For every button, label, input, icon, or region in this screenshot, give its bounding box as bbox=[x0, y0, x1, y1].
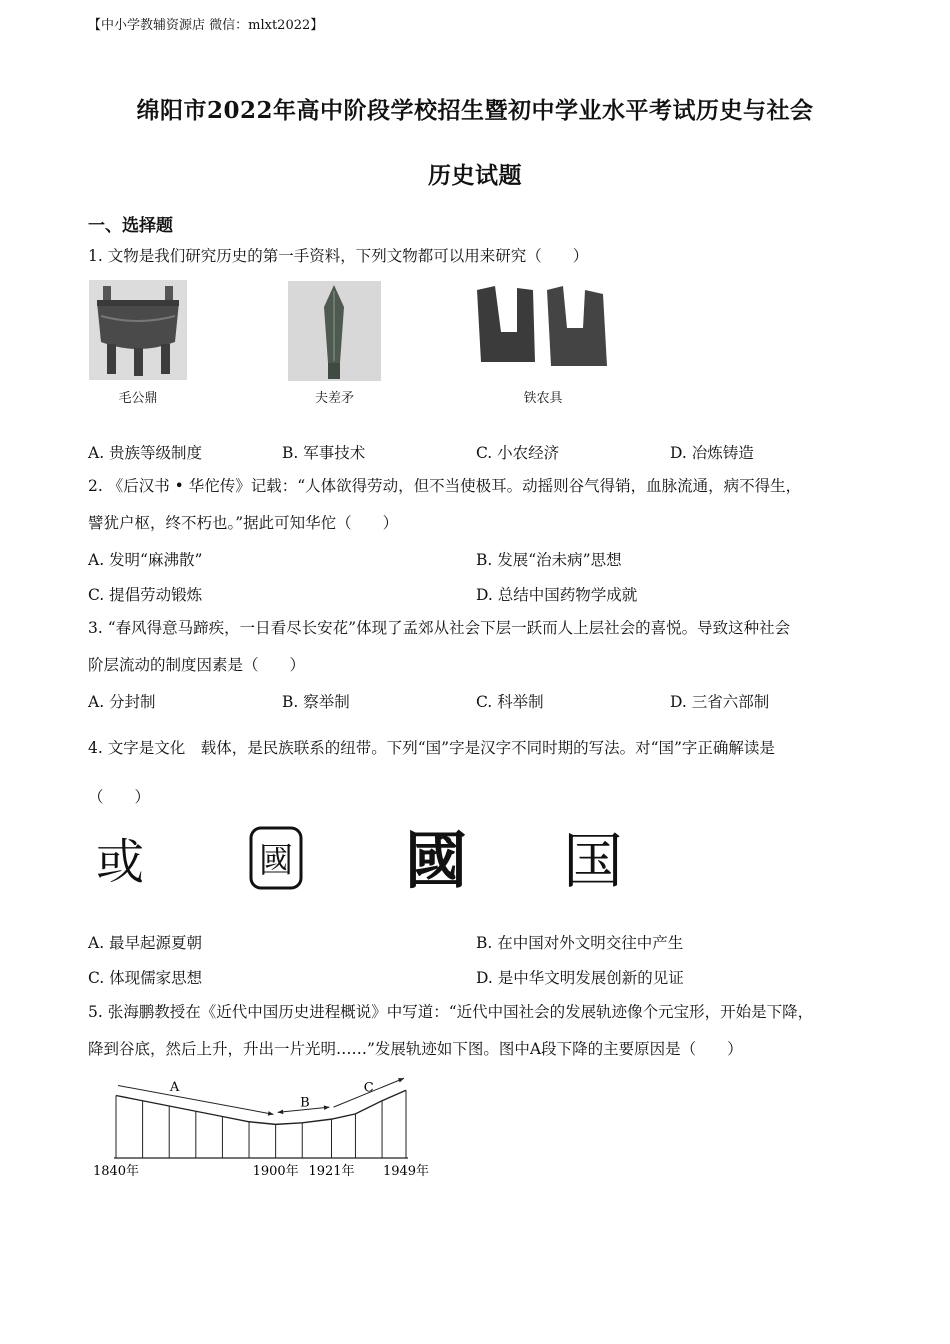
guo-glyph-seal-text: 國 bbox=[259, 841, 293, 881]
guo-glyph-traditional-text: 國 bbox=[404, 824, 468, 892]
header-note: 【中小学教辅资源店 微信：mlxt2022】 bbox=[88, 18, 324, 33]
guo-glyph-simplified-text: 国 bbox=[563, 827, 623, 892]
q4-option-b[interactable]: B. 在中国对外文明交往中产生 bbox=[476, 934, 684, 952]
spear-image bbox=[288, 281, 381, 381]
q1-option-a[interactable]: A. 贵族等级制度 bbox=[88, 444, 203, 462]
q3-option-c[interactable]: C. 科举制 bbox=[476, 693, 544, 711]
segment-arrowhead bbox=[398, 1078, 404, 1082]
question-3-stem-line1: 3. “春风得意马蹄疾，一日看尽长安花”体现了孟郊从社会下层一跃而人上层社会的喜悦。导致这种社会 bbox=[88, 619, 791, 637]
q3-option-b[interactable]: B. 察举制 bbox=[282, 693, 350, 711]
segment-arrowhead bbox=[268, 1111, 274, 1116]
question-4-stem-line1: 4. 文字是文化 载体，是民族联系的纽带。下列“国”字是汉字不同时期的写法。对“国”字正确解读是 bbox=[88, 739, 775, 757]
section-title: 一、选择题 bbox=[88, 216, 173, 236]
question-2-stem-line2: 譬犹户枢，终不朽也。”据此可知华佗（ ） bbox=[88, 514, 399, 532]
iron-tools-image bbox=[473, 280, 613, 380]
q2-option-c[interactable]: C. 提倡劳动锻炼 bbox=[88, 586, 203, 604]
guo-glyph-oracle bbox=[92, 826, 148, 892]
segment-label: B bbox=[300, 1095, 310, 1111]
question-2-stem-line1: 2. 《后汉书 • 华佗传》记载：“人体欲得劳动，但不当使极耳。动摇则谷气得销，血脉流通，病不得生， bbox=[88, 477, 802, 495]
q1-option-d[interactable]: D. 冶炼铸造 bbox=[670, 444, 754, 462]
image-caption-ding: 毛公鼎 bbox=[118, 391, 158, 406]
q4-option-d[interactable]: D. 是中华文明发展创新的见证 bbox=[476, 969, 684, 987]
guo-glyph-oracle-text: 或 bbox=[95, 834, 145, 890]
q2-option-a[interactable]: A. 发明“麻沸散” bbox=[88, 551, 203, 569]
guo-glyph-traditional bbox=[404, 824, 468, 892]
question-1-stem: 1. 文物是我们研究历史的第一手资料，下列文物都可以用来研究（ ） bbox=[88, 247, 589, 265]
ding-vessel-image bbox=[89, 280, 187, 380]
question-4-stem-line2: （ ） bbox=[88, 788, 151, 806]
exam-title: 绵阳市2022年高中阶段学校招生暨初中学业水平考试历史与社会 bbox=[136, 97, 814, 124]
development-trajectory-chart bbox=[88, 1068, 438, 1180]
q3-option-a[interactable]: A. 分封制 bbox=[88, 693, 156, 711]
q4-option-c[interactable]: C. 体现儒家思想 bbox=[88, 969, 203, 987]
exam-subtitle: 历史试题 bbox=[428, 162, 522, 189]
guo-glyph-seal bbox=[246, 824, 306, 892]
x-tick-label: 1949年 bbox=[382, 1164, 430, 1179]
question-3-stem-line2: 阶层流动的制度因素是（ ） bbox=[88, 656, 306, 674]
guo-glyph-simplified bbox=[563, 824, 623, 892]
x-tick-label: 1840年 bbox=[92, 1164, 140, 1179]
question-5-stem-line1: 5. 张海鹏教授在《近代中国历史进程概说》中写道：“近代中国社会的发展轨迹像个元宝形，开始是下降， bbox=[88, 1003, 814, 1021]
x-tick-label: 1900年 bbox=[252, 1164, 299, 1179]
segment-label: A bbox=[169, 1080, 180, 1096]
q1-option-c[interactable]: C. 小农经济 bbox=[476, 444, 560, 462]
image-caption-spear: 夫差矛 bbox=[314, 391, 354, 406]
q2-option-d[interactable]: D. 总结中国药物学成就 bbox=[476, 586, 638, 604]
q1-option-b[interactable]: B. 军事技术 bbox=[282, 444, 366, 462]
image-caption-iron-tools: 铁农具 bbox=[523, 391, 563, 406]
segment-label: C bbox=[363, 1080, 374, 1096]
q3-option-d[interactable]: D. 三省六部制 bbox=[670, 693, 770, 711]
q4-option-a[interactable]: A. 最早起源夏朝 bbox=[88, 934, 203, 952]
q2-option-b[interactable]: B. 发展“治未病”思想 bbox=[476, 551, 622, 569]
question-5-stem-line2: 降到谷底，然后上升，升出一片光明……”发展轨迹如下图。图中A段下降的主要原因是（ ） bbox=[88, 1040, 743, 1058]
x-tick-label: 1921年 bbox=[308, 1164, 355, 1179]
